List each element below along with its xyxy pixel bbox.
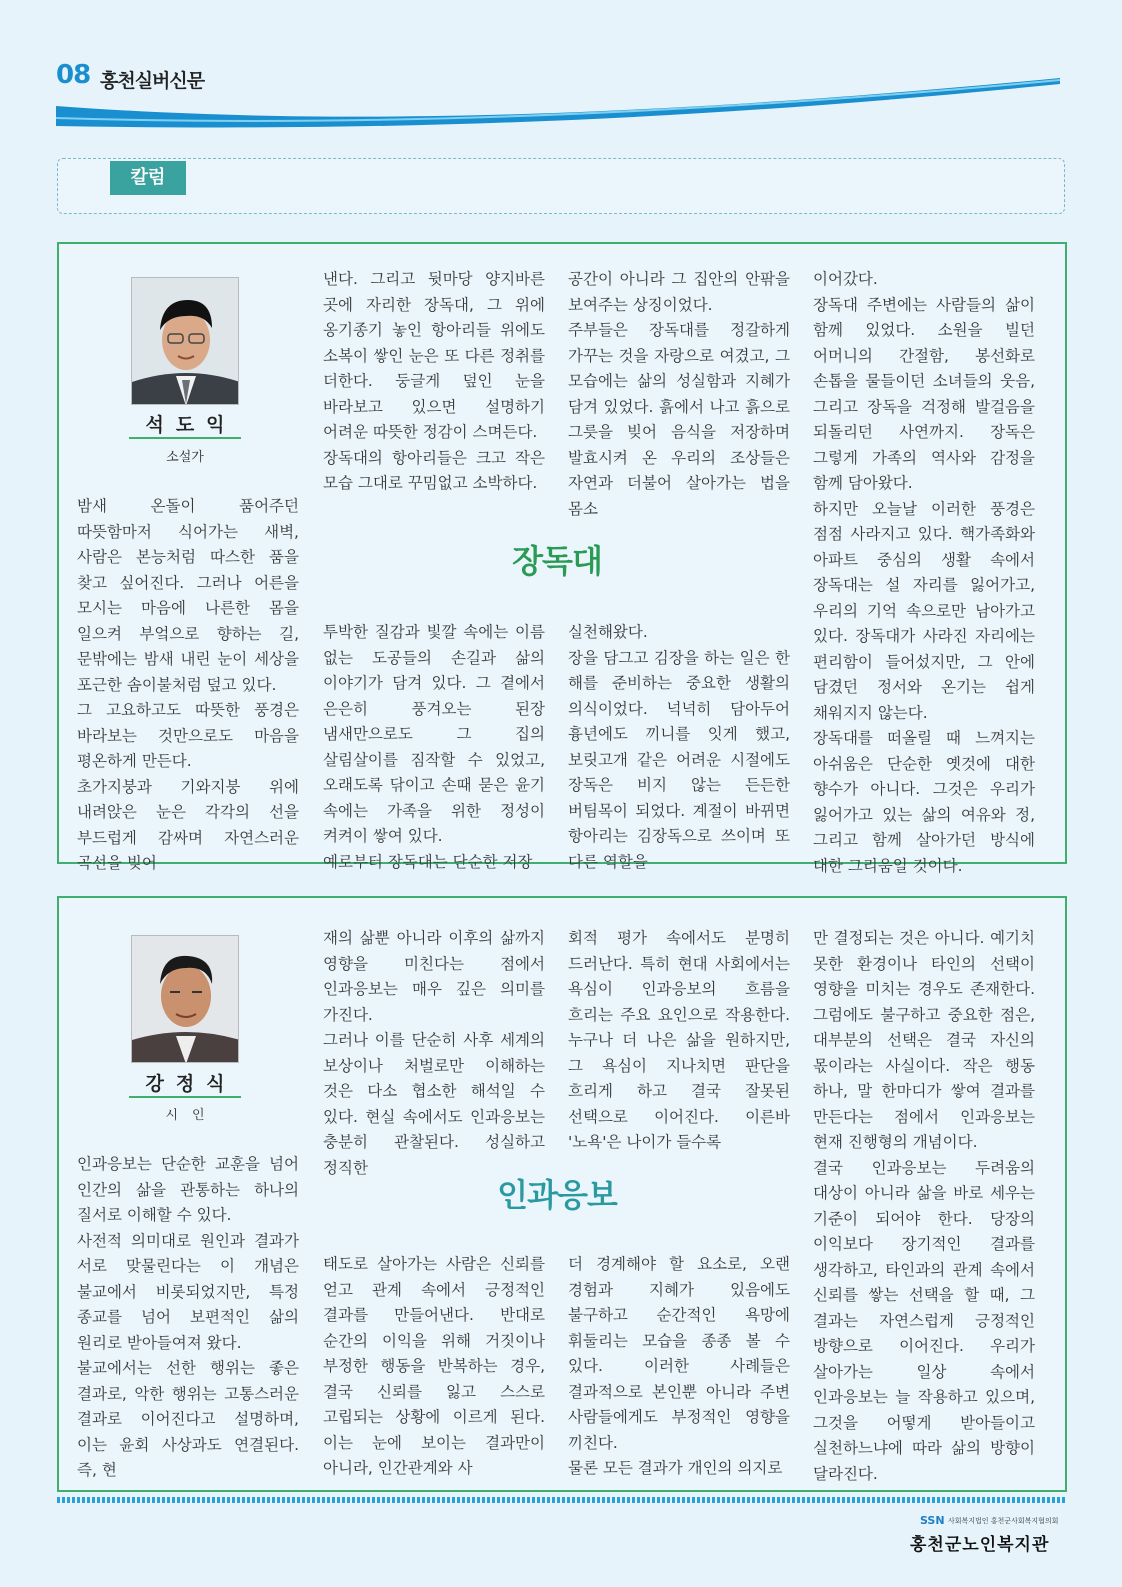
paragraph: 그 고요하고도 따뜻한 풍경은 바라보는 것만으로도 마음을 평온하게 만든다.: [77, 701, 299, 770]
publisher-name: 홍천군노인복지관: [910, 1535, 1050, 1555]
paragraph: 그러나 이를 단순히 사후 세계의 보상이나 처벌로만 이해하는 것은 다소 협소한 해석일 수 있다. 현실 속에서도 인과응보는 충분히 관찰된다. 성실하고 정직한: [323, 1031, 545, 1177]
paragraph: 하지만 오늘날 이러한 풍경은 점점 사라지고 있다. 핵가족화와 아파트 중심의 생활 속에서 장독대는 설 자리를 잃어가고, 우리의 기억 속으로만 남아가고 있다. 장독대가 사라진 자리에는 편리함이 들어섰지만, 그 안에 담겼던 정서와 온기는 쉽게 채워지지 않는다.: [813, 499, 1035, 722]
paragraph: 주부들은 장독대를 정갈하게 가꾸는 것을 자랑으로 여겼고, 그 모습에는 삶의 성실함과 지혜가 담겨 있었다. 흙에서 나고 흙으로 그릇을 빚어 음식을 저장하며 발효시켜 온 우리의 조상들은 자연과 더불어 살아가는 법을 몸소: [568, 321, 790, 518]
paragraph: 장독대의 항아리들은 크고 작은 모습 그대로 꾸밈없고 소박하다.: [323, 448, 545, 492]
author-photo: [131, 935, 239, 1063]
paragraph: 이어갔다.: [813, 270, 878, 288]
page-number: 08: [56, 60, 91, 90]
paragraph: 인과응보는 단순한 교훈을 넘어 인간의 삶을 관통하는 하나의 질서로 이해할 수 있다.: [77, 1155, 299, 1224]
paragraph: 장을 담그고 김장을 하는 일은 한 해를 준비하는 중요한 생활의 의식이었다. 넉넉히 담아두어 흉년에도 끼니를 잇게 했고, 보릿고개 같은 어려운 시절에도 장독은 비지 않는 든든한 버팀목이 되었다. 계절이 바뀌면 항아리는 김장독으로 쓰이며 또 다른 역할을: [568, 648, 790, 871]
newspaper-name: 홍천실버신문: [100, 70, 205, 92]
article-title: 인과응보: [497, 1176, 617, 1214]
article-column-3-top: [568, 926, 790, 1156]
paragraph: 사전적 의미대로 원인과 결과가 서로 맞물린다는 이 개념은 불교에서 비롯되었지만, 특정 종교를 넘어 보편적인 삶의 원리로 받아들여져 왔다.: [77, 1231, 299, 1352]
author-name: 강정식: [145, 1073, 237, 1095]
article-ingwaeungbo: [57, 896, 1067, 1492]
paragraph: 실천해왔다.: [568, 623, 648, 641]
paragraph: 재의 삶뿐 아니라 이후의 삶까지 영향을 미친다는 점에서 인과응보는 매우 깊은 의미를 가진다.: [323, 929, 545, 1024]
article-column-2-bottom: [323, 1252, 545, 1482]
author-name-underline: [129, 437, 241, 439]
article-column-3-bottom: [568, 1252, 790, 1482]
paragraph: 만 결정되는 것은 아니다. 예기치 못한 환경이나 타인의 선택이 영향을 미치는 경우도 존재한다. 그럼에도 불구하고 중요한 점은, 대부분의 선택은 결국 자신의 몫이라는 사실이다. 작은 행동 하나, 말 한마디가 쌓여 결과를 만든다는 점에서 인과응보는 현재 진행형의 개념이다.: [813, 929, 1035, 1151]
article-column-2-bottom: [323, 620, 545, 875]
publisher-subtitle: 사회복지법인 홍천군사회복지협의회: [948, 1517, 1059, 1525]
paragraph: 예로부터 장독대는 단순한 저장: [323, 852, 533, 871]
paragraph: 결국 인과응보는 두려움의 대상이 아니라 삶을 바로 세우는 기준이 되어야 한다. 당장의 이익보다 장기적인 결과를 생각하고, 타인과의 관계 속에서 신뢰를 쌓는 선택을 할 때, 그 결과는 자연스럽게 긍정적인 방향으로 이어진다. 우리가 살아가는 일상 속에서 인과응보는 늘 작용하고 있으며, 그것을 어떻게 받아들이고 실천하느냐에 따라 삶의 방향이 달라진다.: [813, 1158, 1035, 1483]
paragraph: 물론 모든 결과가 개인의 의지로: [568, 1459, 783, 1477]
paragraph: 밤새 온돌이 품어주던 따뜻함마저 식어가는 새벽, 사람은 본능처럼 따스한 품을 찾고 싶어진다. 그러나 어른을 모시는 마음에 나른한 몸을 일으켜 부엌으로 향하는 길, 문밖에는 밤새 내린 눈이 세상을 포근한 솜이불처럼 덮고 있다.: [77, 497, 299, 694]
author-photo: [131, 277, 239, 405]
paragraph: 장독대 주변에는 사람들의 삶이 함께 있었다. 소원을 빌던 어머니의 간절함, 봉선화로 손톱을 물들이던 소녀들의 웃음, 그리고 장독을 걱정해 발걸음을 되돌리던 사연까지. 장독은 그렇게 가족의 역사와 감정을 함께 담아왔다.: [813, 295, 1035, 492]
article-column-3-bottom: [568, 620, 790, 875]
author-role: 소설가: [166, 450, 204, 465]
author-portrait-image: [132, 278, 239, 405]
article-column-2-top: [323, 926, 545, 1181]
footer-divider: [57, 1497, 1065, 1503]
author-name: 석도익: [145, 414, 237, 436]
paragraph: 불교에서는 선한 행위는 좋은 결과로, 악한 행위는 고통스러운 결과로 이어진다고 설명하며, 이는 윤회 사상과도 연결된다. 즉, 현: [77, 1359, 299, 1479]
article-column-2-top: [323, 267, 545, 497]
author-role: 시인: [165, 1108, 219, 1123]
paragraph: 장독대를 떠올릴 때 느껴지는 아쉬움은 단순한 옛것에 대한 향수가 아니다. 그것은 우리가 잃어가고 있는 삶의 여유와 정, 그리고 함께 살아가던 방식에 대한 그리움일 것이다.: [813, 729, 1035, 875]
article-title: 장독대: [512, 542, 602, 580]
author-name-underline: [129, 1096, 241, 1098]
paragraph: 회적 평가 속에서도 분명히 드러난다. 특히 현대 사회에서는 욕심이 인과응보의 흐름을 흐리는 주요 요인으로 작용한다. 누구나 더 나은 삶을 원하지만, 그 욕심이 지나치면 판단을 흐리게 하고 결국 잘못된 선택으로 이어진다. 이른바 '노욕'은 나이가 들수록: [568, 929, 790, 1151]
section-label: 칼럼: [110, 161, 186, 195]
section-bar: [57, 158, 1065, 214]
paragraph: 초가지붕과 기와지붕 위에 내려앉은 눈은 각각의 선을 부드럽게 감싸며 자연스러운 곡선을 빚어: [77, 777, 299, 872]
article-column-4: [813, 926, 1035, 1487]
paragraph: 낸다. 그리고 뒷마당 양지바른 곳에 자리한 장독대, 그 위에 옹기종기 놓인 항아리들 위에도 소복이 쌓인 눈은 또 다른 정취를 더한다. 둥글게 덮인 눈을 바라보고 있으면 설명하기 어려운 따뜻한 정감이 스며든다.: [323, 270, 545, 441]
author-portrait-image: [132, 936, 239, 1063]
paragraph: 공간이 아니라 그 집안의 안팎을 보여주는 상징이었다.: [568, 270, 790, 314]
article-column-3-top: [568, 267, 790, 522]
paragraph: 투박한 질감과 빛깔 속에는 이름 없는 도공들의 손길과 삶의 이야기가 담겨 있다. 그 곁에서 은은히 풍겨오는 된장 냄새만으로도 그 집의 살림살이를 짐작할 수 있었고, 오래도록 닦이고 손때 묻은 윤기 속에는 가족을 위한 정성이 켜켜이 쌓여 있다.: [323, 623, 545, 845]
article-column-1: [77, 1152, 299, 1484]
ssn-logo: SSN: [920, 1514, 945, 1527]
paragraph: 더 경계해야 할 요소로, 오랜 경험과 지혜가 있음에도 불구하고 순간적인 욕망에 휘둘리는 모습을 종종 볼 수 있다. 이러한 사례들은 결과적으로 본인뿐 아니라 주변 사람들에게도 부정적인 영향을 끼친다.: [568, 1255, 790, 1452]
paragraph: 태도로 살아가는 사람은 신뢰를 얻고 관계 속에서 긍정적인 결과를 만들어낸다. 반대로 순간의 이익을 위해 거짓이나 부정한 행동을 반복하는 경우, 결국 신뢰를 잃고 스스로 고립되는 상황에 이르게 된다. 이는 눈에 보이는 결과만이 아니라, 인간관계와 사: [323, 1255, 545, 1477]
article-column-1: [77, 494, 299, 877]
article-column-4: [813, 267, 1035, 879]
article-jangdokdae: [57, 242, 1067, 875]
